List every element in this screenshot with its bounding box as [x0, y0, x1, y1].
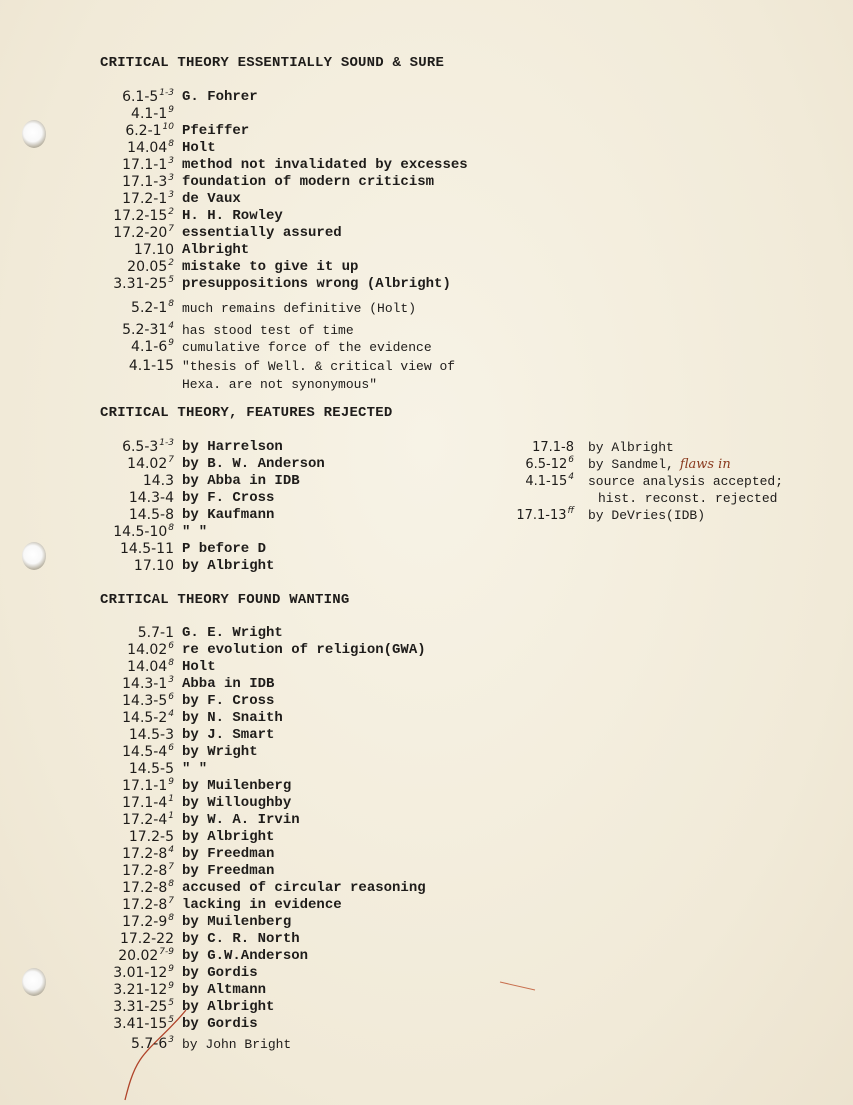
side-entry-reference — [510, 507, 574, 526]
reference-number: 14.04 — [127, 659, 168, 675]
reference-number: 17.2-9 — [122, 914, 168, 930]
entry-row — [0, 778, 853, 795]
entry-description: Abba in IDB — [182, 676, 275, 692]
section-heading: CRITICAL THEORY ESSENTIALLY SOUND & SURE — [100, 55, 445, 71]
entry-row — [0, 676, 853, 693]
reference-superscript: 1 — [168, 794, 174, 804]
entry-row — [0, 1036, 853, 1053]
entry-description: by Harrelson — [182, 439, 283, 455]
reference-superscript: 3 — [168, 675, 174, 685]
reference-superscript: 9 — [168, 105, 174, 115]
reference-number: 14.3 — [142, 473, 174, 489]
entry-description: by F. Cross — [182, 693, 275, 709]
entry-reference — [88, 541, 174, 558]
entry-row — [0, 625, 853, 642]
entry-description: G. Fohrer — [182, 89, 258, 105]
entry-row — [0, 999, 853, 1016]
reference-number: 14.02 — [127, 456, 168, 472]
reference-number: 17.2-15 — [113, 208, 168, 224]
reference-superscript: 9 — [168, 338, 174, 348]
reference-superscript: 8 — [168, 523, 174, 533]
reference-superscript: 7-9 — [159, 947, 174, 957]
entry-description: P before D — [182, 541, 267, 557]
reference-number: 5.2-31 — [122, 322, 168, 338]
entry-reference — [88, 829, 174, 846]
entry-description: G. E. Wright — [182, 625, 283, 641]
entry-description: Pfeiffer — [182, 123, 250, 139]
entry-description: lacking in evidence — [182, 897, 342, 913]
entry-row — [0, 829, 853, 846]
side-entry-row — [0, 490, 853, 507]
reference-number: 14.5-11 — [119, 541, 174, 557]
entry-row — [0, 123, 853, 140]
entry-row — [0, 524, 853, 541]
reference-number: 17.2-8 — [122, 846, 168, 862]
entry-row — [0, 376, 853, 393]
entry-description: by Gordis — [182, 1016, 258, 1032]
reference-number: 14.5-8 — [128, 507, 174, 523]
reference-number: 3.31-25 — [113, 276, 168, 292]
reference-number: 14.5-2 — [122, 710, 168, 726]
reference-number: 14.5-5 — [128, 761, 174, 777]
entry-description: by N. Snaith — [182, 710, 283, 726]
reference-superscript: ff — [567, 506, 574, 516]
side-entry-description — [598, 490, 777, 507]
side-entry-description — [588, 507, 705, 524]
entry-row — [0, 208, 853, 225]
entry-reference — [88, 358, 174, 375]
reference-superscript: 7 — [168, 455, 174, 465]
entry-description: essentially assured — [182, 225, 342, 241]
reference-superscript: 7 — [168, 896, 174, 906]
reference-superscript: 8 — [168, 299, 174, 309]
reference-number: 3.21-12 — [113, 982, 168, 998]
entry-reference — [88, 300, 174, 319]
side-entry-reference — [510, 439, 574, 456]
reference-number: 14.5-4 — [122, 744, 168, 760]
entry-description: Hexa. are not synonymous" — [182, 377, 378, 392]
description-text: source analysis accepted; — [588, 474, 784, 489]
entry-description: accused of circular reasoning — [182, 880, 426, 896]
entry-description: by Freedman — [182, 863, 275, 879]
reference-number: 3.01-12 — [113, 965, 168, 981]
entry-description: by Willoughby — [182, 795, 292, 811]
reference-number: 17.1-13 — [516, 508, 567, 523]
description-text: by Albright — [588, 440, 674, 455]
entry-description: by J. Smart — [182, 727, 275, 743]
entry-description: by C. R. North — [182, 931, 300, 947]
entry-row — [0, 846, 853, 863]
entry-description: de Vaux — [182, 191, 241, 207]
entry-row — [0, 157, 853, 174]
entry-row — [0, 106, 853, 123]
reference-superscript: 6 — [568, 455, 574, 465]
description-text: by DeVries(IDB) — [588, 508, 706, 523]
entry-description: by F. Cross — [182, 490, 275, 506]
reference-number: 5.7-6 — [131, 1036, 168, 1052]
entry-row — [0, 558, 853, 575]
reference-number: 4.1-15 — [128, 358, 174, 374]
entry-row — [0, 693, 853, 710]
reference-superscript: 9 — [168, 777, 174, 787]
entry-description: by Freedman — [182, 846, 275, 862]
side-entry-row — [0, 456, 853, 473]
entry-row — [0, 795, 853, 812]
reference-superscript: 1-3 — [159, 88, 174, 98]
reference-number: 17.2-5 — [128, 829, 174, 845]
entry-description: much remains definitive (Holt) — [182, 301, 417, 316]
reference-superscript: 2 — [168, 258, 174, 268]
reference-number: 5.2-1 — [131, 300, 168, 316]
entry-row — [0, 259, 853, 276]
entry-row — [0, 761, 853, 778]
reference-superscript: 6 — [168, 641, 174, 651]
entry-reference — [88, 558, 174, 575]
reference-number: 3.41-15 — [113, 1016, 168, 1032]
reference-number: 20.02 — [118, 948, 159, 964]
reference-number: 4.1-15 — [525, 474, 568, 489]
entry-row — [0, 948, 853, 965]
section-heading: CRITICAL THEORY, FEATURES REJECTED — [100, 405, 393, 421]
reference-number: 6.1-5 — [122, 89, 159, 105]
entry-description: method not invalidated by excesses — [182, 157, 468, 173]
reference-number: 17.2-8 — [122, 863, 168, 879]
reference-number: 17.2-20 — [113, 225, 168, 241]
entry-description: by Kaufmann — [182, 507, 275, 523]
entry-description: by B. W. Anderson — [182, 456, 325, 472]
reference-number: 14.02 — [127, 642, 168, 658]
entry-reference — [88, 276, 174, 295]
entry-reference — [88, 727, 174, 744]
reference-number: 17.10 — [133, 242, 174, 258]
entry-reference — [88, 761, 174, 778]
reference-superscript: 1-3 — [159, 438, 174, 448]
reference-number: 17.1-3 — [122, 174, 168, 190]
entry-description: Holt — [182, 140, 216, 156]
entry-row — [0, 982, 853, 999]
reference-number: 4.1-1 — [131, 106, 168, 122]
entry-description: Albright — [182, 242, 250, 258]
entry-row — [0, 897, 853, 914]
reference-number: 17.1-1 — [122, 157, 168, 173]
entry-description: by Albright — [182, 999, 275, 1015]
reference-superscript: 3 — [168, 156, 174, 166]
side-entry-row — [0, 473, 853, 490]
reference-superscript: 4 — [168, 845, 174, 855]
entry-description: H. H. Rowley — [182, 208, 283, 224]
entry-reference — [88, 931, 174, 948]
reference-superscript: 6 — [168, 743, 174, 753]
entry-description: by W. A. Irvin — [182, 812, 300, 828]
entry-row — [0, 642, 853, 659]
reference-superscript: 8 — [168, 913, 174, 923]
entry-row — [0, 1016, 853, 1033]
reference-number: 14.3-4 — [128, 490, 174, 506]
reference-superscript: 3 — [168, 173, 174, 183]
entry-description: " " — [182, 524, 208, 540]
entry-row — [0, 744, 853, 761]
reference-superscript: 9 — [168, 981, 174, 991]
reference-superscript: 7 — [168, 224, 174, 234]
handwritten-note: flaws in — [679, 457, 731, 472]
reference-number: 14.5-10 — [113, 524, 168, 540]
entry-row — [0, 659, 853, 676]
entry-description: mistake to give it up — [182, 259, 359, 275]
reference-number: 6.5-3 — [122, 439, 159, 455]
entry-row — [0, 914, 853, 931]
entry-description: by Albright — [182, 558, 275, 574]
reference-number: 20.05 — [127, 259, 168, 275]
reference-superscript: 4 — [568, 472, 574, 482]
reference-superscript: 4 — [168, 709, 174, 719]
reference-number: 14.5-3 — [128, 727, 174, 743]
entry-row — [0, 812, 853, 829]
description-text: hist. reconst. rejected — [598, 491, 778, 506]
reference-number: 4.1-6 — [131, 339, 168, 355]
reference-superscript: 8 — [168, 879, 174, 889]
reference-number: 14.3-5 — [122, 693, 168, 709]
reference-number: 17.2-4 — [122, 812, 168, 828]
reference-superscript: 7 — [168, 862, 174, 872]
entry-row — [0, 140, 853, 157]
entry-description: Holt — [182, 659, 216, 675]
entry-row — [0, 710, 853, 727]
reference-superscript: 8 — [168, 658, 174, 668]
entry-description: by Albright — [182, 829, 275, 845]
entry-row — [0, 339, 853, 356]
entry-row — [0, 541, 853, 558]
entry-row — [0, 276, 853, 293]
entry-description: by Muilenberg — [182, 914, 292, 930]
reference-number: 17.1-4 — [122, 795, 168, 811]
entry-description: re evolution of religion(GWA) — [182, 642, 426, 658]
side-entry-description — [588, 456, 731, 473]
entry-row — [0, 174, 853, 191]
reference-superscript: 9 — [168, 964, 174, 974]
reference-number: 3.31-25 — [113, 999, 168, 1015]
entry-row — [0, 880, 853, 897]
entry-row — [0, 225, 853, 242]
reference-superscript: 2 — [168, 207, 174, 217]
section-heading: CRITICAL THEORY FOUND WANTING — [100, 592, 350, 608]
side-entry-row — [0, 507, 853, 524]
reference-superscript: 5 — [168, 1015, 174, 1025]
entry-row — [0, 965, 853, 982]
entry-description: has stood test of time — [182, 323, 354, 338]
entry-description: foundation of modern criticism — [182, 174, 435, 190]
entry-row — [0, 89, 853, 106]
reference-number: 17.10 — [133, 558, 174, 574]
entry-description: by G.W.Anderson — [182, 948, 309, 964]
reference-superscript: 4 — [168, 321, 174, 331]
entry-reference — [88, 625, 174, 642]
reference-superscript: 3 — [168, 1035, 174, 1045]
reference-number: 17.1-1 — [122, 778, 168, 794]
entry-description: cumulative force of the evidence — [182, 340, 432, 355]
reference-superscript: 8 — [168, 139, 174, 149]
entry-row — [0, 931, 853, 948]
reference-number: 17.2-8 — [122, 880, 168, 896]
entry-description: presuppositions wrong (Albright) — [182, 276, 451, 292]
side-entry-description — [588, 473, 783, 490]
reference-number: 17.2-1 — [122, 191, 168, 207]
reference-number: 5.7-1 — [137, 625, 174, 641]
entry-description: by Muilenberg — [182, 778, 292, 794]
reference-superscript: 6 — [168, 692, 174, 702]
entry-description: by John Bright — [182, 1037, 292, 1052]
entry-row — [0, 727, 853, 744]
reference-number: 17.2-8 — [122, 897, 168, 913]
reference-superscript: 5 — [168, 998, 174, 1008]
entry-row — [0, 242, 853, 259]
entry-reference — [88, 339, 174, 358]
entry-row — [0, 191, 853, 208]
reference-number: 6.5-12 — [525, 457, 568, 472]
entry-row — [0, 322, 853, 339]
entry-description: "thesis of Well. & critical view of — [182, 359, 456, 374]
reference-number: 17.1-8 — [532, 440, 574, 455]
reference-number: 14.04 — [127, 140, 168, 156]
entry-reference — [88, 1036, 174, 1055]
entry-description: " " — [182, 761, 208, 777]
reference-superscript: 5 — [168, 275, 174, 285]
entry-reference — [88, 1016, 174, 1035]
entry-reference — [88, 242, 174, 259]
reference-number: 17.2-22 — [119, 931, 174, 947]
entry-row — [0, 358, 853, 375]
reference-superscript: 10 — [162, 122, 174, 132]
reference-superscript: 3 — [168, 190, 174, 200]
side-entry-description — [588, 439, 674, 456]
entry-row — [0, 300, 853, 317]
reference-superscript: 1 — [168, 811, 174, 821]
description-text: by Sandmel, — [588, 457, 674, 472]
entry-description: by Gordis — [182, 965, 258, 981]
entry-row — [0, 863, 853, 880]
entry-description: by Abba in IDB — [182, 473, 300, 489]
entry-description: by Wright — [182, 744, 258, 760]
reference-number: 6.2-1 — [125, 123, 162, 139]
entry-description: by Altmann — [182, 982, 267, 998]
reference-number: 14.3-1 — [122, 676, 168, 692]
side-entry-row — [0, 439, 853, 456]
